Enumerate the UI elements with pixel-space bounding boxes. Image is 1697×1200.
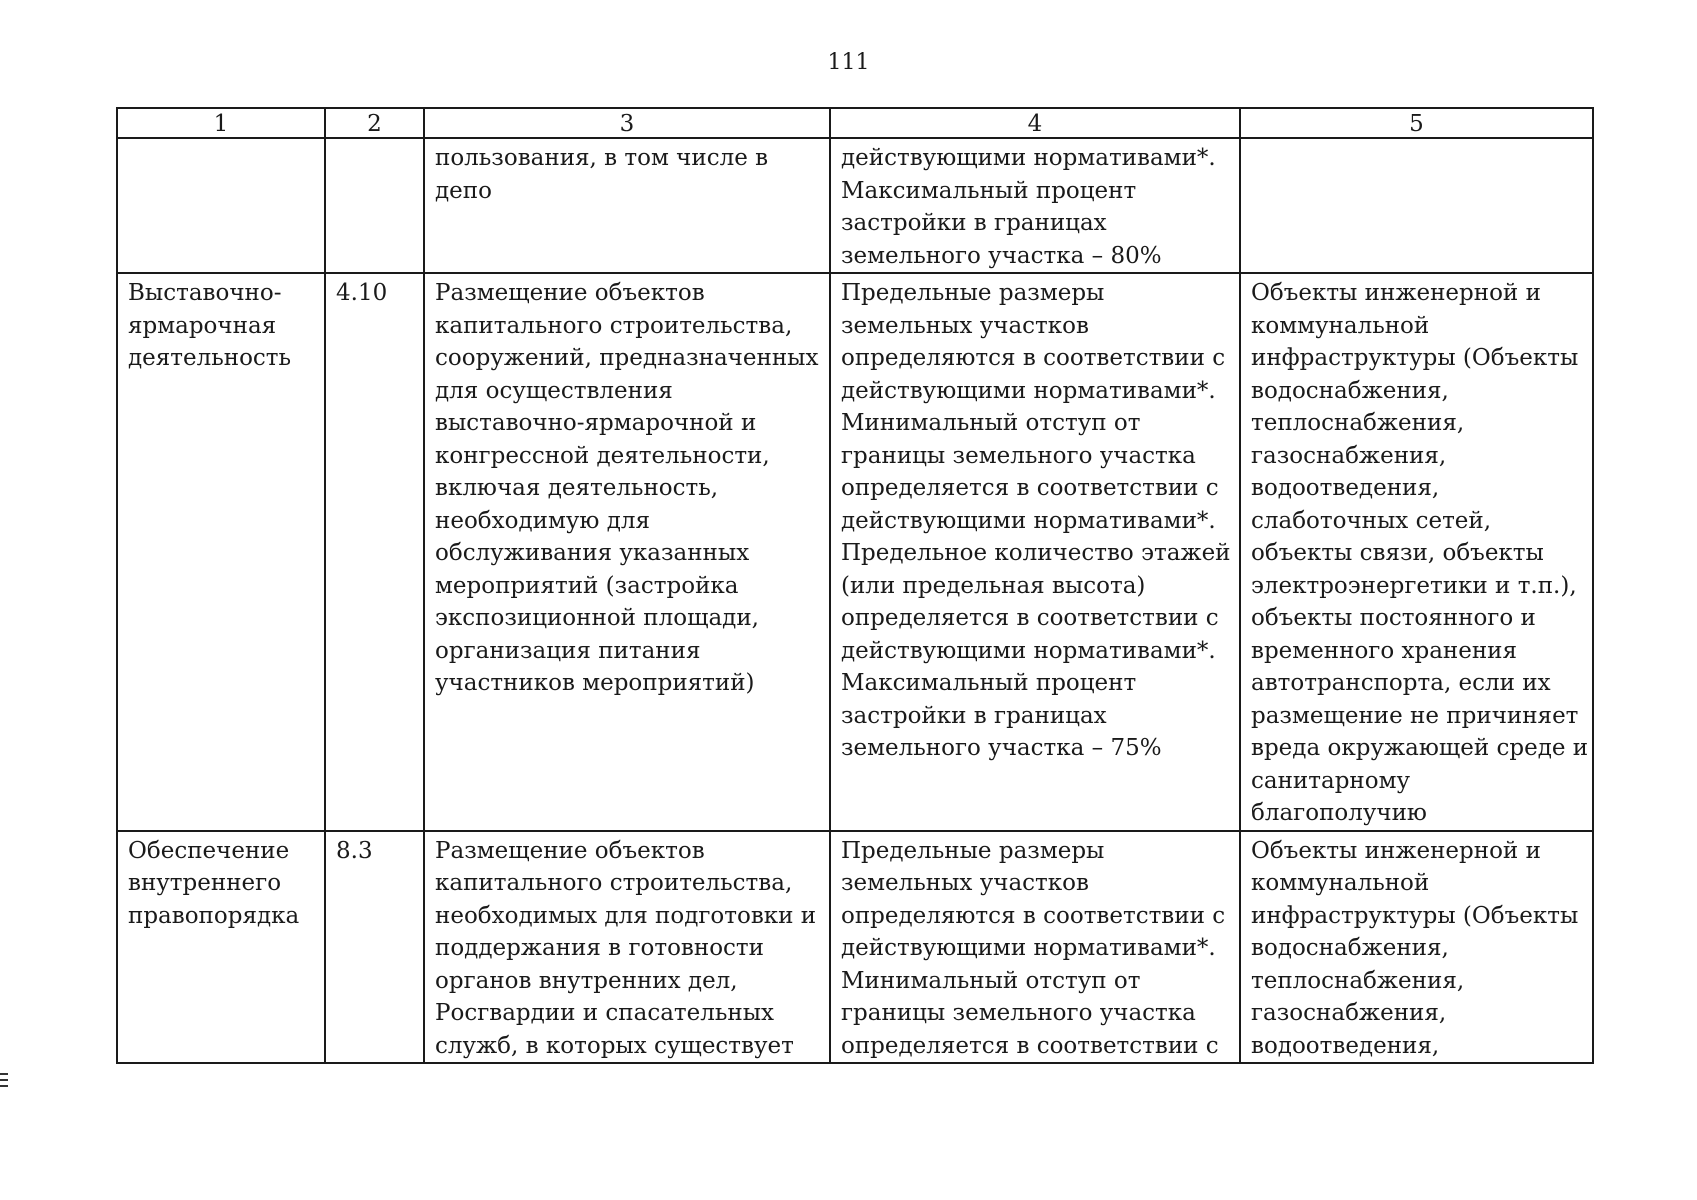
cell-text-line: Обеспечение (128, 837, 290, 864)
cell-text-line: (или предельная высота) (841, 572, 1146, 599)
cell-text-line: деятельность (128, 345, 292, 371)
cell-text-line: временного хранения (1251, 637, 1518, 664)
cell-text-line: Выставочно- (128, 280, 282, 306)
cell-text-line: благополучию (1251, 800, 1427, 826)
cell-parameters (830, 138, 1240, 273)
cell-text-line: газоснабжения, (1251, 442, 1447, 469)
cell-text-line: газоснабжения, (1251, 1000, 1447, 1026)
cell-text-line: определяется в соответствии с (841, 605, 1219, 631)
zoning-table (116, 107, 1594, 1064)
cell-text-line: автотранспорта, если их (1251, 670, 1551, 696)
cell-code (325, 138, 424, 273)
cell-text-line: инфраструктуры (Объекты (1251, 345, 1579, 371)
cell-description (424, 273, 830, 831)
cell-text-line: ярмарочная (128, 312, 277, 339)
cell-text-line: коммунальной (1251, 870, 1430, 896)
cell-text-line: земельного участка – 80% (841, 242, 1162, 269)
cell-text-line: Размещение объектов (435, 837, 705, 864)
cell-text-line: водоотведения, (1251, 475, 1440, 501)
cell-text-line: включая деятельность, (435, 475, 719, 501)
cell-description (424, 138, 830, 273)
cell-text-line: теплоснабжения, (1251, 967, 1465, 994)
cell-text-line: необходимую для (435, 507, 650, 534)
cell-text-line: Предельные размеры (841, 280, 1105, 306)
cell-text-line: земельных участков (841, 870, 1089, 896)
cell-text-line: организация питания (435, 637, 701, 664)
cell-use-type (117, 273, 325, 831)
cell-text-line: внутреннего (128, 870, 282, 896)
cell-text-line: пользования, в том числе в (435, 145, 769, 171)
cell-text-line: необходимых для подготовки и (435, 902, 817, 929)
cell-text-line: размещение не причиняет (1251, 702, 1579, 729)
scan-margin-mark (0, 1073, 8, 1093)
cell-text-line: Минимальный отступ от (841, 967, 1141, 994)
cell-text-line: действующими нормативами*. (841, 145, 1216, 171)
table-row (117, 831, 1593, 1064)
cell-parameters (830, 831, 1240, 1064)
cell-code: 8.3 (325, 831, 424, 1064)
cell-text-line: мероприятий (застройка (435, 572, 739, 599)
cell-text-line: действующими нормативами*. (841, 507, 1216, 534)
cell-text-line: коммунальной (1251, 312, 1430, 339)
cell-text-line: слаботочных сетей, (1251, 507, 1492, 534)
cell-text-line: поддержания в готовности (435, 935, 764, 961)
cell-text-line: для осуществления (435, 377, 673, 404)
cell-text-line: Объекты инженерной и (1251, 837, 1541, 864)
cell-text-line: Предельные размеры (841, 837, 1105, 864)
cell-text-line: объекты постоянного и (1251, 605, 1536, 631)
cell-auxiliary-uses (1240, 273, 1593, 831)
cell-text-line: Размещение объектов (435, 280, 705, 306)
cell-text-line: застройки в границах (841, 702, 1107, 729)
cell-text-line: определяется в соответствии с (841, 475, 1219, 501)
cell-text-line: экспозиционной площади, (435, 605, 759, 631)
cell-text-line: действующими нормативами*. (841, 637, 1216, 664)
cell-text-line: органов внутренних дел, (435, 967, 738, 994)
cell-description (424, 831, 830, 1064)
cell-text-line: действующими нормативами*. (841, 935, 1216, 961)
cell-text-line: Максимальный процент (841, 670, 1137, 696)
cell-text-line: инфраструктуры (Объекты (1251, 902, 1579, 929)
cell-text-line: конгрессной деятельности, (435, 442, 770, 469)
cell-text-line: сооружений, предназначенных (435, 345, 819, 371)
cell-text-line: определяются в соответствии с (841, 345, 1226, 371)
cell-text-line: обслуживания указанных (435, 540, 750, 566)
cell-text-line: объекты связи, объекты (1251, 540, 1544, 566)
column-header: 5 (1240, 108, 1593, 138)
cell-use-type (117, 831, 325, 1064)
cell-text-line: санитарному (1251, 767, 1411, 794)
cell-text-line: правопорядка (128, 902, 300, 929)
cell-text-line: выставочно-ярмарочной и (435, 410, 757, 436)
cell-text-line: земельного участка – 75% (841, 735, 1162, 761)
table-row (117, 138, 1593, 273)
cell-parameters (830, 273, 1240, 831)
cell-text-line: Минимальный отступ от (841, 410, 1141, 436)
cell-text-line: вреда окружающей среде и (1251, 735, 1589, 761)
cell-text-line: депо (435, 177, 492, 204)
cell-text-line: водоотведения, (1251, 1032, 1440, 1059)
cell-text-line: капитального строительства, (435, 312, 793, 339)
table-row (117, 273, 1593, 831)
cell-text-line: теплоснабжения, (1251, 410, 1465, 436)
cell-text-line: Росгвардии и спасательных (435, 1000, 775, 1026)
cell-auxiliary-uses (1240, 138, 1593, 273)
column-header: 4 (830, 108, 1240, 138)
page-number: 111 (827, 50, 870, 75)
cell-use-type (117, 138, 325, 273)
cell-text-line: электроэнергетики и т.п.), (1251, 572, 1577, 599)
cell-auxiliary-uses (1240, 831, 1593, 1064)
cell-text-line: водоснабжения, (1251, 935, 1449, 961)
cell-text-line: определяются в соответствии с (841, 902, 1226, 929)
cell-text-line: Объекты инженерной и (1251, 280, 1541, 306)
cell-code: 4.10 (325, 273, 424, 831)
column-header: 1 (117, 108, 325, 138)
cell-text-line: капитального строительства, (435, 870, 793, 896)
column-header: 3 (424, 108, 830, 138)
table-header-row (117, 108, 1593, 138)
cell-text-line: водоснабжения, (1251, 377, 1449, 404)
cell-text-line: границы земельного участка (841, 1000, 1196, 1026)
cell-text-line: определяется в соответствии с (841, 1032, 1219, 1059)
cell-text-line: застройки в границах (841, 210, 1107, 236)
column-header: 2 (325, 108, 424, 138)
cell-text-line: границы земельного участка (841, 442, 1196, 469)
cell-text-line: служб, в которых существует (435, 1032, 794, 1059)
cell-text-line: Максимальный процент (841, 177, 1137, 204)
cell-text-line: Предельное количество этажей (841, 540, 1231, 566)
cell-text-line: действующими нормативами*. (841, 377, 1216, 404)
cell-text-line: земельных участков (841, 312, 1089, 339)
cell-text-line: участников мероприятий) (435, 670, 755, 696)
